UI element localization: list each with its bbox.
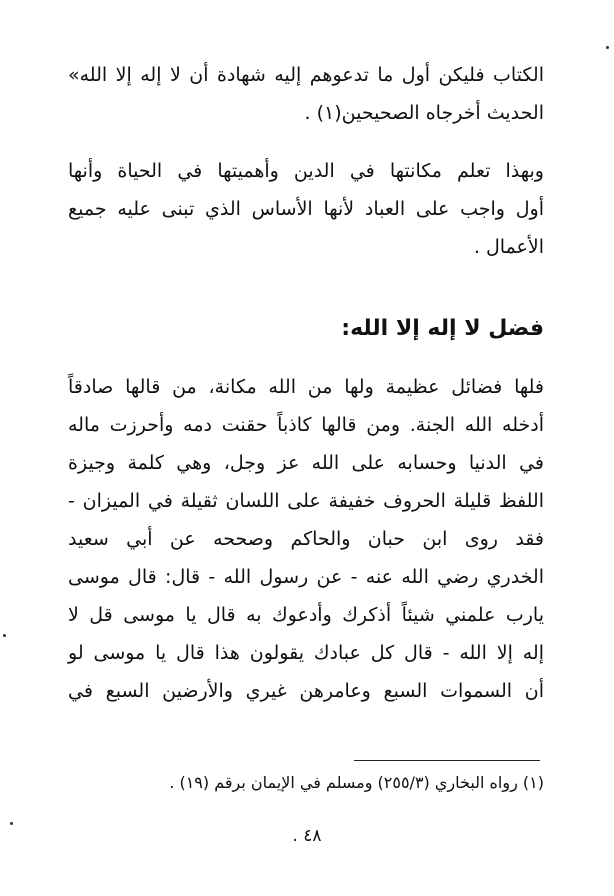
paragraph3-line-8: إله إلا الله - قال كل عبادك يقولون هذا قال يا موسى لو [68, 642, 544, 664]
paragraph3-line-5: فقد روى ابن حبان والحاكم وصححه عن أبي سعيد [68, 528, 544, 550]
paragraph3-line-3: في الدنيا وحسابه على الله عز وجل، وهي كلمة وجيزة [68, 452, 544, 474]
scan-speck [10, 822, 13, 825]
page-number: ٤٨ . [292, 826, 322, 846]
section-heading: فضل لا إله إلا الله: [341, 316, 544, 341]
paragraph2-line-1: وبهذا تعلم مكانتها في الدين وأهميتها في الحياة وأنها [68, 160, 544, 182]
paragraph1-line-2: الحديث أخرجاه الصحيحين(١) . [304, 102, 544, 124]
footnote-divider [354, 760, 540, 761]
paragraph1-line-1: الكتاب فليكن أول ما تدعوهم إليه شهادة أن لا إله إلا الله» [68, 64, 544, 86]
paragraph2-line-2: أول واجب على العباد لأنها الأساس الذي تبنى عليه جميع [68, 198, 544, 220]
footnote: (١) رواه البخاري (٢٥٥/٣) ومسلم في الإيمان برقم (١٩) . [169, 773, 544, 792]
paragraph2-line-3: الأعمال . [473, 236, 544, 258]
scan-speck [3, 634, 6, 637]
scan-speck [606, 46, 609, 49]
paragraph3-line-7: يارب علمني شيئاً أذكرك وأدعوك به قال يا موسى قل لا [68, 604, 544, 626]
paragraph3-line-2: أدخله الله الجنة. ومن قالها كاذباً حقنت دمه وأحرزت ماله [68, 414, 544, 436]
paragraph3-line-6: الخدري رضي الله عنه - عن رسول الله - قال: قال موسى [68, 566, 544, 588]
paragraph3-line-1: فلها فضائل عظيمة ولها من الله مكانة، من قالها صادقاً [68, 376, 544, 398]
paragraph3-line-4: اللفظ قليلة الحروف خفيفة على اللسان ثقيلة في الميزان - [68, 490, 544, 512]
paragraph3-line-9: أن السموات السبع وعامرهن غيري والأرضين السبع في [68, 680, 544, 702]
